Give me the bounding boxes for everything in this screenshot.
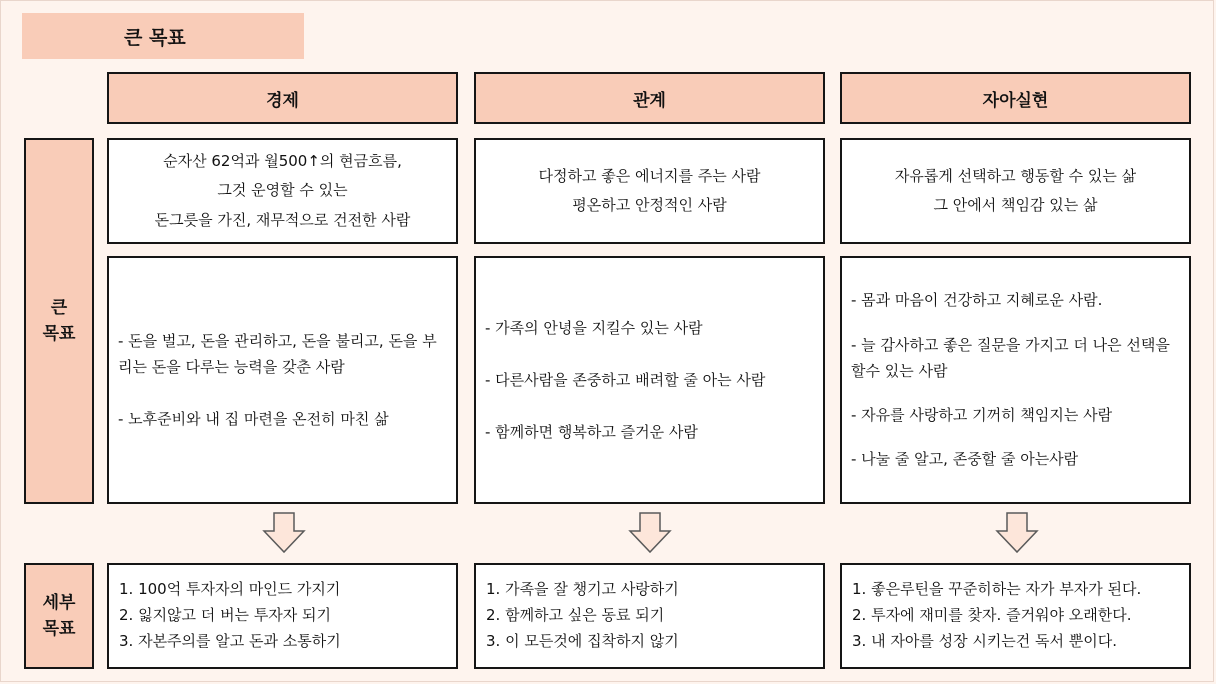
- subgoal-item: 1. 가족을 잘 챙기고 사랑하기: [486, 580, 679, 599]
- detail-item: - 몸과 마음이 건강하고 지혜로운 사람.: [851, 291, 1103, 310]
- side-label-detail-goal-line1: 세부: [42, 592, 76, 613]
- subgoal-item: 2. 투자에 재미를 찾자. 즐거워야 오래한다.: [852, 606, 1132, 625]
- side-label-detail-goal: [24, 563, 94, 669]
- summary-line: 그 안에서 책임감 있는 삶: [933, 196, 1098, 214]
- subgoal-item: 2. 잃지않고 더 버는 투자자 되기: [119, 606, 332, 625]
- side-label-detail-goal-line2: 목표: [42, 619, 76, 639]
- header-economy: 경제: [107, 72, 458, 124]
- summary-line: 자유롭게 선택하고 행동할 수 있는 삶: [894, 166, 1137, 185]
- detail-item: - 돈을 벌고, 돈을 관리하고, 돈을 불리고, 돈을 부리는 돈을 다루는 능력을 갖춘 사람: [118, 331, 437, 376]
- details-economy: [107, 256, 458, 504]
- subgoal-item: 1. 100억 투자자의 마인드 가지기: [119, 580, 341, 599]
- subgoals-relationship: [474, 563, 825, 669]
- header-self-realization: 자아실현: [840, 72, 1191, 124]
- side-label-big-goal: [24, 138, 94, 504]
- summary-line: 평온하고 안정적인 사람: [572, 196, 727, 214]
- subgoal-item: 3. 내 자아를 성장 시키는건 독서 뿐이다.: [852, 631, 1118, 650]
- down-arrow-icon: [995, 512, 1039, 554]
- detail-item: - 함께하면 행복하고 즐거운 사람: [485, 423, 698, 442]
- details-self-realization: [840, 256, 1191, 504]
- side-label-big-goal-line1: 큰: [50, 297, 68, 318]
- detail-item: - 자유를 사랑하고 기꺼히 책임지는 사람: [851, 406, 1113, 425]
- subgoal-item: 2. 함께하고 싶은 동료 되기: [486, 606, 665, 625]
- down-arrow-icon: [628, 512, 672, 554]
- header-relationship: 관계: [474, 72, 825, 124]
- details-relationship: [474, 256, 825, 504]
- down-arrow-icon: [262, 512, 306, 554]
- detail-item: - 늘 감사하고 좋은 질문을 가지고 더 나은 선택을 할수 있는 사람: [851, 335, 1170, 380]
- summary-line: 그것 운영할 수 있는: [217, 181, 348, 200]
- summary-line: 돈그릇을 가진, 재무적으로 건전한 사람: [154, 210, 411, 229]
- subgoal-item: 3. 자본주의를 알고 돈과 소통하기: [119, 631, 341, 650]
- summary-self-realization: [840, 138, 1191, 244]
- detail-item: - 노후준비와 내 집 마련을 온전히 마친 삶: [118, 410, 389, 429]
- summary-line: 다정하고 좋은 에너지를 주는 사람: [538, 166, 761, 185]
- detail-item: - 가족의 안녕을 지킬수 있는 사람: [485, 318, 703, 337]
- subgoal-item: 1. 좋은루틴을 꾸준히하는 자가 부자가 된다.: [852, 580, 1142, 599]
- summary-line: 순자산 62억과 월500↑의 현금흐름,: [163, 152, 402, 171]
- subgoals-economy: [107, 563, 458, 669]
- detail-item: - 나눌 줄 알고, 존중할 줄 아는사람: [851, 450, 1079, 469]
- side-label-big-goal-line2: 목표: [42, 324, 76, 344]
- summary-economy: [107, 138, 458, 244]
- summary-relationship: [474, 138, 825, 244]
- subgoal-item: 3. 이 모든것에 집착하지 않기: [486, 631, 679, 650]
- subgoals-self-realization: [840, 563, 1191, 669]
- detail-item: - 다른사람을 존중하고 배려할 줄 아는 사람: [485, 370, 766, 389]
- page-title: 큰 목표: [22, 13, 304, 59]
